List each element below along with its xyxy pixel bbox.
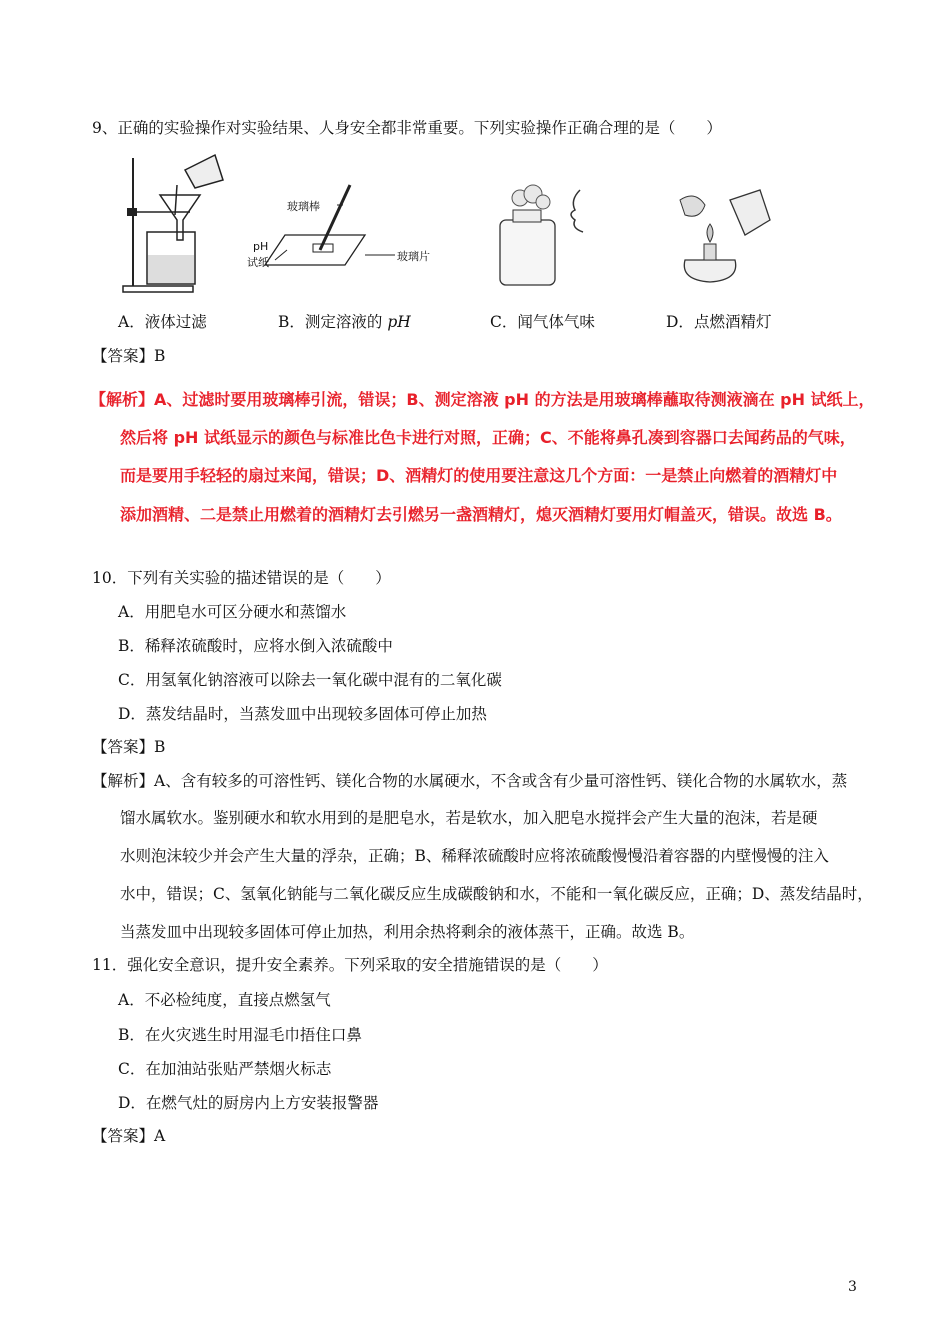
q10-option-c: C．用氢氧化钠溶液可以除去一氧化碳中混有的二氧化碳 [118, 671, 502, 689]
q10-option-a: A．用肥皂水可区分硬水和蒸馏水 [118, 603, 347, 621]
q9-option-d: D．点燃酒精灯 [666, 313, 772, 331]
smell-gas-figure [485, 180, 605, 290]
q11-answer: 【答案】A [92, 1127, 166, 1145]
q11-option-b: B．在火灾逃生时用湿毛巾捂住口鼻 [118, 1026, 362, 1044]
q9-analysis-line: 而是要用手轻轻的扇过来闻，错误；D、酒精灯的使用要注意这几个方面：一是禁止向燃着的酒精灯中 [120, 466, 838, 485]
filtration-figure [115, 150, 225, 295]
ph-label: pH [253, 240, 269, 253]
q10-analysis-line: 馏水属软水。鉴别硬水和软水用到的是肥皂水，若是软水，加入肥皂水搅拌会产生大量的泡沫，若是硬 [120, 809, 818, 827]
q10-option-d: D．蒸发结晶时，当蒸发皿中出现较多固体可停止加热 [118, 705, 487, 723]
q10-option-b: B．稀释浓硫酸时，应将水倒入浓硫酸中 [118, 637, 393, 655]
q9-analysis-line: 然后将 pH 试纸显示的颜色与标准比色卡进行对照，正确；C、不能将鼻孔凑到容器口去闻药品的气味， [120, 428, 856, 447]
plate-label: 玻璃片 [397, 250, 430, 263]
q10-analysis-line: 水则泡沫较少并会产生大量的浮杂，正确；B、稀释浓硫酸时应将浓硫酸慢慢沿着容器的内壁慢慢的注入 [120, 847, 829, 865]
q9-option-b: B．测定溶液的 pH [278, 313, 411, 331]
page-number: 3 [848, 1279, 857, 1295]
q10-analysis-line: 当蒸发皿中出现较多固体可停止加热，利用余热将剩余的液体蒸干，正确。故选 B。 [120, 923, 695, 941]
q9-answer: 【答案】B [92, 347, 166, 365]
q9-analysis-line: 添加酒精、二是禁止用燃着的酒精灯去引燃另一盏酒精灯，熄灭酒精灯要用灯帽盖灭，错误。故选 B。 [120, 505, 842, 524]
q10-answer: 【答案】B [92, 738, 166, 756]
q11-option-d: D．在燃气灶的厨房内上方安装报警器 [118, 1094, 379, 1112]
q9-option-c: C．闻气体气味 [490, 313, 595, 331]
q11-option-c: C．在加油站张贴严禁烟火标志 [118, 1060, 332, 1078]
q9-question: 9、正确的实验操作对实验结果、人身安全都非常重要。下列实验操作正确合理的是（ ） [92, 119, 722, 137]
q11-option-a: A．不必检纯度，直接点燃氢气 [118, 991, 331, 1009]
rod-label: 玻璃棒 [287, 200, 320, 213]
q9-option-a: A．液体过滤 [118, 313, 207, 331]
q10-analysis-line: 水中，错误；C、氢氧化钠能与二氧化碳反应生成碳酸钠和水，不能和一氧化碳反应，正确；D、蒸发结晶时， [120, 885, 873, 903]
paper-label: 试纸 [247, 256, 269, 269]
q11-question: 11．强化安全意识，提升安全素养。下列采取的安全措施错误的是（ ） [92, 956, 608, 974]
q9-analysis-line: 【解析】A、过滤时要用玻璃棒引流，错误；B、测定溶液 pH 的方法是用玻璃棒蘸取待测液滴在 pH 试纸上， [90, 390, 875, 409]
q10-question: 10．下列有关实验的描述错误的是（ ） [92, 569, 391, 587]
q10-analysis-line: 【解析】A、含有较多的可溶性钙、镁化合物的水属硬水，不含或含有少量可溶性钙、镁化合物的水属软水，蒸 [92, 772, 848, 790]
alcohol-lamp-figure [660, 180, 780, 290]
ph-test-figure [245, 180, 455, 280]
